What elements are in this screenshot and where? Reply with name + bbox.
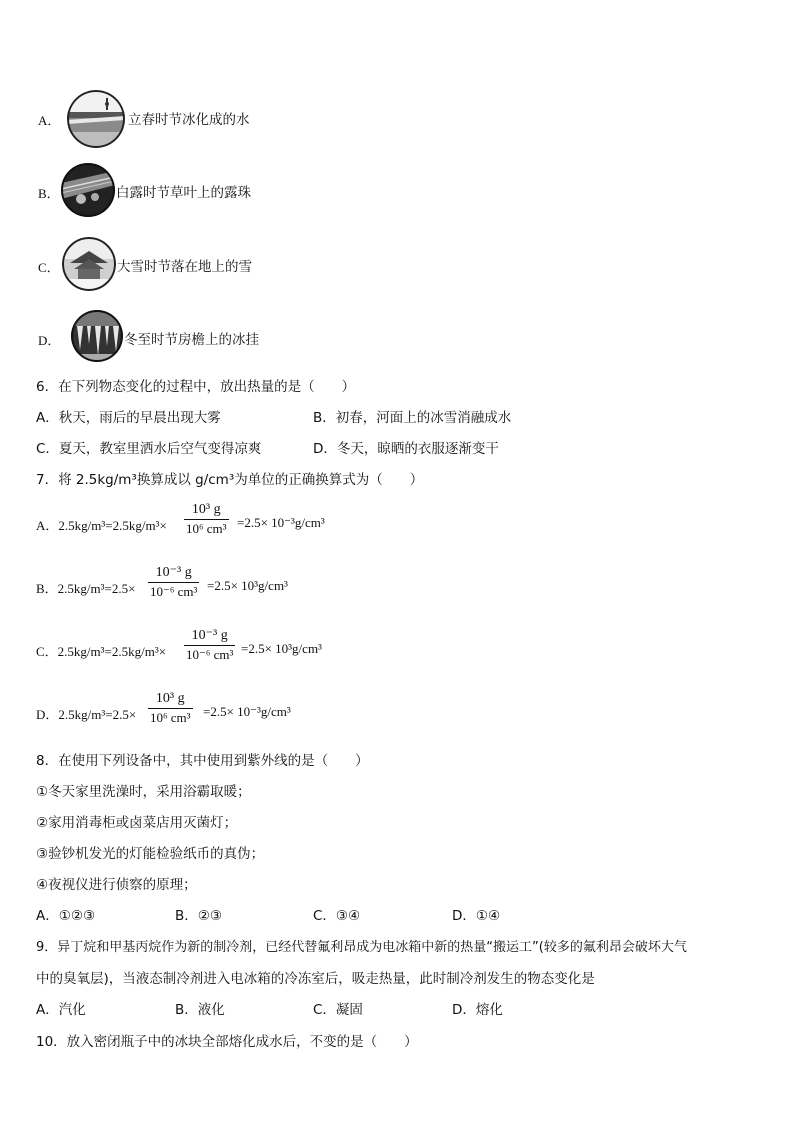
q6-option-b: B．初春，河面上的冰雪消融成水: [313, 410, 512, 426]
spring-scene-icon: [67, 90, 125, 148]
q6-option-d: D．冬天，晾晒的衣服逐渐变干: [313, 441, 499, 457]
q6-option-c: C．夏天，教室里洒水后空气变得凉爽: [36, 441, 262, 457]
q5-option-b-text: 白露时节草叶上的露珠: [116, 185, 251, 201]
dew-grass-icon: [61, 163, 115, 217]
q6-option-a: A．秋天，雨后的早晨出现大雾: [36, 410, 221, 426]
q7-option-a-pre: A．2.5kg/m³=2.5kg/m³×: [36, 518, 167, 533]
q10-stem: 10．放入密闭瓶子中的冰块全部熔化成水后，不变的是（ ）: [36, 1034, 418, 1050]
q7-option-d-post: =2.5× 10⁻³g/cm³: [203, 704, 291, 719]
fraction-denominator: 10⁶ cm³: [186, 521, 227, 536]
q8-option-d: D．①④: [452, 908, 501, 924]
q7-option-c-post: =2.5× 10³g/cm³: [241, 641, 322, 656]
fraction-numerator: 10⁻³ g: [191, 628, 228, 643]
q9-line-1: 9．异丁烷和甲基丙烷作为新的制冷剂，已经代替氟利昂成为电冰箱中新的热量“搬运工”(较多的氟利昂会破坏大气: [36, 940, 687, 955]
fraction-denominator: 10⁻⁶ cm³: [150, 584, 198, 599]
q9-line-2: 中的臭氧层)，当液态制冷剂进入电冰箱的冷冻室后，吸走热量，此时制冷剂发生的物态变化是: [36, 971, 595, 987]
q7-option-d-fraction: [148, 691, 193, 726]
fraction-numerator: 10³ g: [191, 502, 221, 517]
q7-option-a-fraction: [184, 502, 229, 537]
q7-option-d-pre: D．2.5kg/m³=2.5×: [36, 707, 137, 722]
fraction-numerator: 10⁻³ g: [155, 565, 192, 580]
q5-option-d-text: 冬至时节房檐上的冰挂: [124, 332, 259, 348]
q7-option-b-pre: B．2.5kg/m³=2.5×: [36, 581, 136, 596]
q8-item-1: ①冬天家里洗澡时，采用浴霸取暖；: [36, 784, 251, 800]
fraction-numerator: 10³ g: [155, 691, 185, 706]
q8-item-4: ④夜视仪进行侦察的原理；: [36, 877, 197, 893]
q5-option-c-text: 大雪时节落在地上的雪: [117, 259, 252, 275]
q7-option-c-fraction: [184, 628, 235, 663]
q8-item-3: ③验钞机发光的灯能检验纸币的真伪；: [36, 846, 265, 862]
q5-option-d-letter: D．: [38, 333, 61, 348]
q7-option-b-post: =2.5× 10³g/cm³: [207, 578, 288, 593]
q7-option-c-pre: C．2.5kg/m³=2.5kg/m³×: [36, 644, 167, 659]
q9-option-c: C．凝固: [313, 1002, 363, 1018]
fraction-denominator: 10⁶ cm³: [150, 710, 191, 725]
q5-option-a-letter: A．: [38, 113, 61, 128]
q8-item-2: ②家用消毒柜或卤菜店用灭菌灯；: [36, 815, 238, 831]
q8-option-c: C．③④: [313, 908, 361, 924]
q7-stem: 7．将 2.5kg/m³换算成以 g/cm³为单位的正确换算式为（ ）: [36, 472, 424, 488]
q7-option-a-post: =2.5× 10⁻³g/cm³: [237, 515, 325, 530]
q9-option-d: D．熔化: [452, 1002, 503, 1018]
q5-option-b-letter: B．: [38, 186, 60, 201]
q7-option-b-fraction: [148, 565, 199, 600]
q8-option-a: A．①②③: [36, 908, 96, 924]
q9-option-a: A．汽化: [36, 1002, 86, 1018]
icicle-icon: [71, 310, 123, 362]
q5-option-c-letter: C．: [38, 260, 60, 275]
snow-temple-icon: [62, 237, 116, 291]
q8-stem: 8．在使用下列设备中，其中使用到紫外线的是（ ）: [36, 753, 369, 769]
fraction-denominator: 10⁻⁶ cm³: [186, 647, 234, 662]
q5-option-a-text: 立春时节冰化成的水: [128, 112, 250, 128]
q6-stem: 6．在下列物态变化的过程中，放出热量的是（ ）: [36, 379, 356, 395]
q9-option-b: B．液化: [175, 1002, 225, 1018]
q8-option-b: B．②③: [175, 908, 222, 924]
